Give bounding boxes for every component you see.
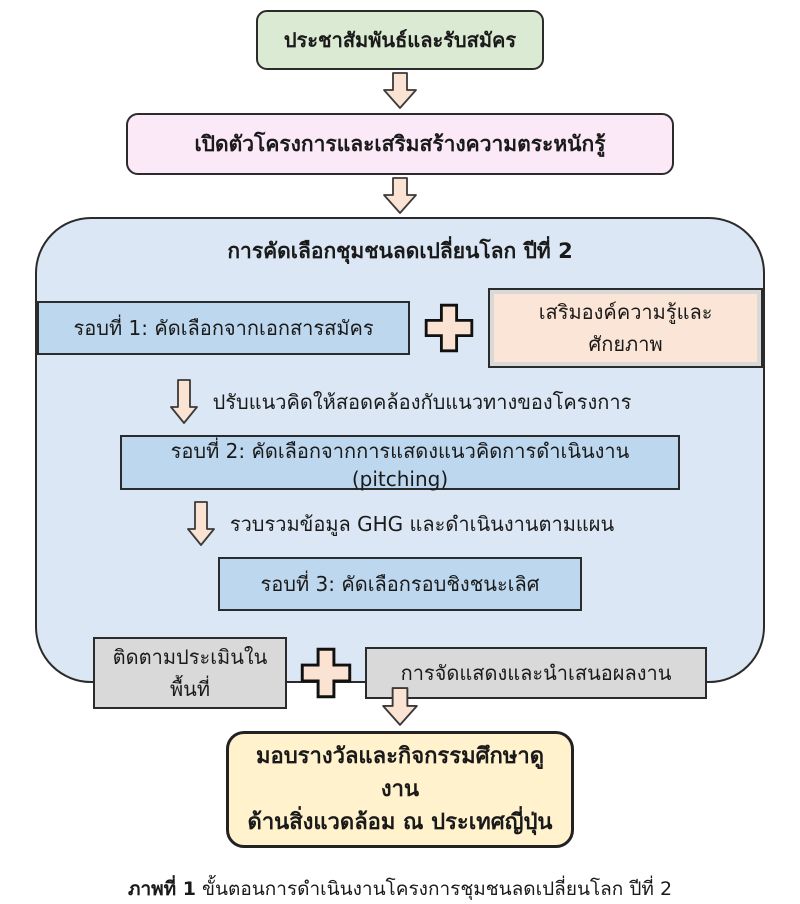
round3-label: รอบที่ 3: คัดเลือกรอบชิงชนะเลิศ	[260, 572, 540, 596]
ghg-data-label: รวบรวมข้อมูล GHG และดำเนินงานตามแผน	[229, 512, 615, 536]
recruitment-box	[256, 10, 544, 70]
down-arrow-icon	[186, 501, 216, 547]
launch-box	[126, 113, 674, 175]
round1-box	[37, 301, 410, 355]
award-line1: มอบรางวัลและกิจกรรมศึกษาดูงาน	[256, 744, 544, 802]
launch-label: เปิดตัวโครงการและเสริมสร้างความตระหนักรู้	[194, 131, 606, 156]
recruitment-label: ประชาสัมพันธ์และรับสมัคร	[283, 28, 517, 52]
figure-caption-prefix: ภาพที่ 1	[127, 878, 197, 900]
round1-row	[37, 288, 763, 368]
selection-container	[35, 217, 765, 701]
selection-title: การคัดเลือกชุมชนลดเปลี่ยนโลก ปีที่ 2	[227, 239, 573, 263]
showcase-label: การจัดแสดงและนำเสนอผลงาน	[400, 661, 672, 685]
down-arrow-icon	[382, 177, 418, 215]
down-arrow-icon	[169, 379, 199, 425]
award-line2: ด้านสิ่งแวดล้อม ณ ประเทศญี่ปุ่น	[247, 810, 553, 835]
adjust-concept-label: ปรับแนวคิดให้สอดคล้องกับแนวทางของโครงการ	[212, 390, 632, 414]
round1-label: รอบที่ 1: คัดเลือกจากเอกสารสมัคร	[73, 316, 374, 340]
round3-box	[218, 557, 582, 611]
followup-label: ติดตามประเมินในพื้นที่	[112, 645, 268, 701]
award-box	[226, 731, 574, 848]
down-arrow-icon	[381, 687, 419, 727]
plus-icon	[424, 303, 474, 353]
knowledge-label: เสริมองค์ความรู้และศักยภาพ	[494, 294, 757, 362]
round2-box	[120, 435, 680, 490]
followup-box	[93, 637, 287, 709]
round2-label: รอบที่ 2: คัดเลือกจากการแสดงแนวคิดการดำเนินงาน (pitching)	[170, 438, 630, 491]
knowledge-box	[488, 288, 763, 368]
down-arrow-icon	[382, 72, 418, 110]
plus-icon	[300, 647, 352, 699]
adjust-concept-row	[169, 379, 632, 425]
figure-caption-text: ขั้นตอนการดำเนินงานโครงการชุมชนลดเปลี่ยนโลก ปีที่ 2	[196, 878, 673, 900]
ghg-data-row	[186, 501, 614, 547]
